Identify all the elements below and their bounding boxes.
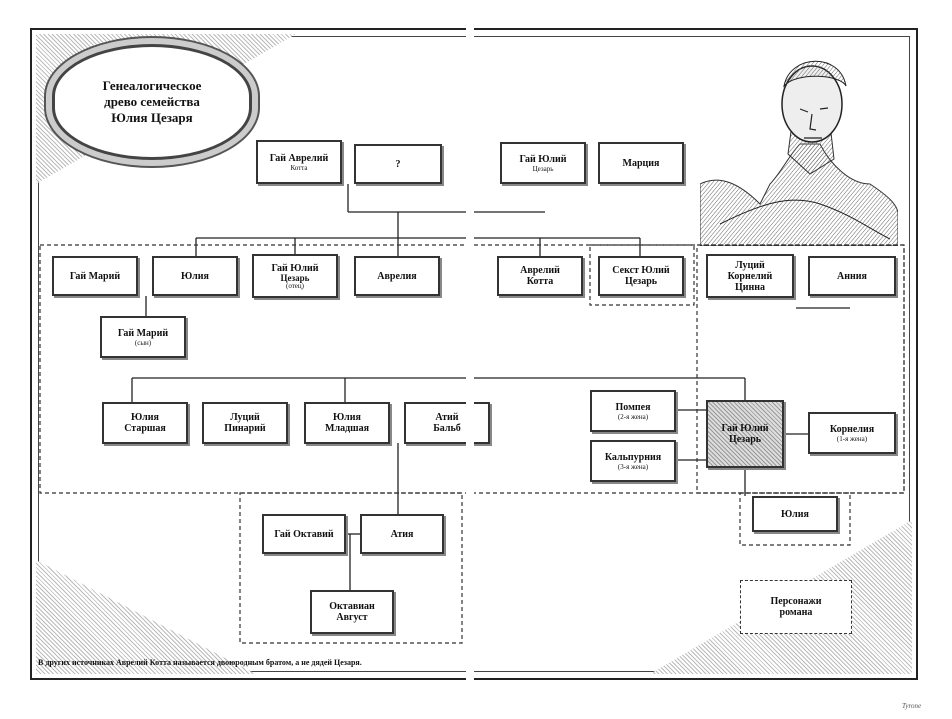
node-name: Гай Октавий xyxy=(274,528,334,540)
node-name: Марция xyxy=(622,157,660,169)
node-name: Персонажи xyxy=(770,596,822,607)
footnote: В других источниках Аврелий Котта называется двоюродным братом, а не дядей Цезаря. xyxy=(38,658,362,667)
node-sub: Цезарь xyxy=(280,272,310,283)
node-name: Луций xyxy=(230,412,260,423)
node-name: ? xyxy=(395,158,401,170)
node-name: Секст Юлий xyxy=(612,265,670,276)
node-gaius-marius-son xyxy=(100,316,186,358)
node-name: Гай Марий xyxy=(117,327,169,339)
node-name: Гай Юлий xyxy=(519,153,567,165)
node-sub: Котта xyxy=(290,163,308,172)
node-name: Гай Марий xyxy=(69,270,121,282)
node-gaius-julius-caesar xyxy=(706,400,784,468)
node-name: Анния xyxy=(837,270,867,282)
node-sub: Старшая xyxy=(124,423,166,434)
node-aurelia xyxy=(354,256,440,296)
node-cornelia xyxy=(808,412,896,454)
node-sub2: Цинна xyxy=(734,281,766,293)
node-name: Гай Юлий xyxy=(271,262,319,274)
node-name: Гай Аврелий xyxy=(269,152,329,164)
node-gaius-marius xyxy=(52,256,138,296)
node-name: Гай Юлий xyxy=(721,423,769,434)
node-name: Юлия xyxy=(333,412,361,423)
page-gutter xyxy=(466,0,474,719)
node-name: Октавиан xyxy=(329,601,375,612)
node-name: Атия xyxy=(390,528,414,540)
node-atius-balbus xyxy=(404,402,490,444)
node-gaius-aurelius-cotta xyxy=(256,140,342,184)
node-note: (1-я жена) xyxy=(836,434,868,443)
node-note: (сын) xyxy=(134,338,152,347)
node-julia-daughter xyxy=(752,496,838,532)
title-line-3: Юлия Цезаря xyxy=(111,110,193,125)
node-name: Юлия xyxy=(131,412,159,423)
node-pompeia xyxy=(590,390,676,432)
node-note: (2-я жена) xyxy=(617,412,649,421)
node-novel-characters-legend xyxy=(740,580,852,634)
node-gaius-julius-caesar-grandfather xyxy=(500,142,586,184)
node-sub: Август xyxy=(336,612,368,623)
node-name: Юлия xyxy=(781,508,809,520)
node-marcia xyxy=(598,142,684,184)
node-sub: Цезарь xyxy=(532,164,554,173)
node-sub: романа xyxy=(779,607,813,618)
node-gaius-julius-caesar-father xyxy=(252,254,338,298)
node-gaius-octavius xyxy=(262,514,346,554)
node-sub: Бальб xyxy=(433,423,461,434)
node-name: Аврелий xyxy=(520,265,560,276)
node-sub: Корнелий xyxy=(727,270,773,282)
caesar-bust-illustration xyxy=(700,34,898,246)
node-lucius-cornelius-cinna xyxy=(706,254,794,298)
node-name: Юлия xyxy=(181,270,209,282)
node-atia xyxy=(360,514,444,554)
node-sub: Цезарь xyxy=(624,276,658,287)
title-cartouche xyxy=(52,44,252,160)
node-name: Аврелия xyxy=(377,270,417,282)
node-julia-younger xyxy=(304,402,390,444)
node-sextus-julius-caesar xyxy=(598,256,684,296)
title-line-2: древо семейства xyxy=(104,94,200,109)
node-note: (3-я жена) xyxy=(617,462,649,471)
node-name: Корнелия xyxy=(829,423,875,435)
node-unknown xyxy=(354,144,442,184)
signature: Tyrone xyxy=(902,702,922,710)
node-aurelius-cotta xyxy=(497,256,583,296)
node-note: (отец) xyxy=(286,281,304,290)
node-sub: Пинарий xyxy=(224,423,266,434)
node-octavian-augustus xyxy=(310,590,394,634)
node-sub: Младшая xyxy=(325,423,369,434)
node-calpurnia xyxy=(590,440,676,482)
node-name: Луций xyxy=(735,259,765,271)
node-lucius-pinarius xyxy=(202,402,288,444)
title-line-1: Генеалогическое xyxy=(102,78,202,93)
node-name: Атий xyxy=(435,412,459,423)
node-julia-elder xyxy=(102,402,188,444)
node-julia-aunt xyxy=(152,256,238,296)
node-annia xyxy=(808,256,896,296)
node-sub: Котта xyxy=(526,276,554,287)
node-name: Кальпурния xyxy=(604,451,662,463)
node-name: Помпея xyxy=(615,401,651,413)
node-sub: Цезарь xyxy=(728,434,762,445)
